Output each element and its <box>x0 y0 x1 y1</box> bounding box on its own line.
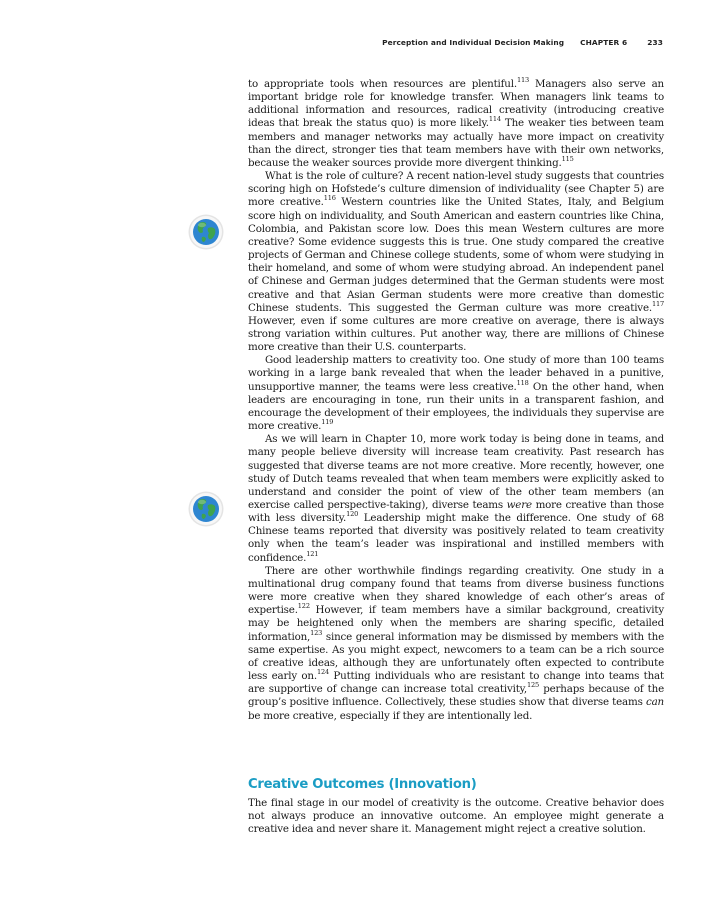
chapter-label: CHAPTER 6 <box>580 38 628 47</box>
globe-icon <box>188 214 224 250</box>
footnote-ref: 124 <box>316 668 329 677</box>
footnote-ref: 119 <box>321 418 334 427</box>
text-run: Putting individuals who are resistant to change into teams that are supportive of change can increase total creativity, <box>248 670 664 696</box>
section-heading: Creative Outcomes (Innovation) <box>248 777 477 792</box>
page-number: 233 <box>647 38 663 47</box>
section-paragraph: The final stage in our model of creativity is the outcome. Creative behavior does not always produce an innovative outcome. An employee might generate a creative idea and never share it. Management might reject a creative solution. <box>248 797 664 836</box>
text-run: perhaps because of the group’s positive influence. Collectively, these studies show that diverse teams <box>248 683 664 709</box>
chapter-title: Perception and Individual Decision Making <box>382 38 565 47</box>
italic-run: can <box>646 696 664 709</box>
footnote-ref: 114 <box>488 115 501 124</box>
text-run: Leadership might make the difference. One study of 68 Chinese teams reported that diversity was positively related to team creativity only when the team’s leader was inspirational and instilled members with confidence. <box>248 512 665 564</box>
footnote-ref: 120 <box>346 510 359 519</box>
text-run: Western countries like the United States, Italy, and Belgium score high on individuality, and South American and eastern countries like China, Colombia, and Pakistan score low. Does this mean Western cultures are more creative? Some evidence suggests this is true. One study compared the creative projects of German and Chinese college students, some of whom were studying in their homeland, and some of whom were studying abroad. An independent panel of Chinese and German judges determined that the German students were most creative and that Asian German students were more creative than domestic Chinese students. This suggested the German culture was more creative. <box>248 196 664 314</box>
footnote-ref: 118 <box>516 378 529 387</box>
text-run: since general information may be dismissed by members with the same expertise. As you might expect, newcomers to a team can be a rich source of creative ideas, although they are unfortunately often expected to contribute less early on. <box>248 630 664 683</box>
paragraph <box>248 170 664 354</box>
text-run: The weaker ties between team members and manager networks may actually have more impact on creativity than the direct, stronger ties that team members have with their own networks, because the weaker sources provide more divergent thinking. <box>248 117 664 169</box>
text-run: more creative than those with less diversity. <box>248 499 664 525</box>
text-run: What is the role of culture? A recent nation-level study suggests that countries scoring high on Hofstede’s culture dimension of individuality (see Chapter 5) are more creative. <box>248 170 664 209</box>
footnote-ref: 117 <box>651 299 664 308</box>
footnote-ref: 113 <box>516 76 530 84</box>
running-head <box>382 38 663 47</box>
italic-run: were <box>506 499 532 511</box>
paragraph <box>248 433 664 565</box>
text-run: Managers also serve an important bridge role for knowledge transfer. When managers link teams to additional information and resources, radical creativity (introducing creative ideas that break the status quo) is more likely. <box>248 78 664 130</box>
footnote-ref: 123 <box>310 628 323 637</box>
globe-icon <box>188 491 224 527</box>
text-run: be more creative, especially if they are intentionally led. <box>248 709 533 722</box>
section-body <box>248 797 664 836</box>
text-run: However, if team members have a similar background, creativity may be heightened only when the members are sharing specific, detailed information, <box>248 604 664 643</box>
text-run: There are other worthwhile findings regarding creativity. One study in a multinational drug company found that teams from diverse business functions were more creative when they shared knowledge of each other’s areas of expertise. <box>248 564 664 617</box>
paragraph <box>248 78 664 170</box>
text-run: Good leadership matters to creativity too. One study of more than 100 teams working in a large bank revealed that when the leader behaved in a punitive, unsupportive manner, the teams were less creative. <box>248 354 664 393</box>
footnote-ref: 125 <box>527 681 540 690</box>
text-run: As we will learn in Chapter 10, more work today is being done in teams, and many people believe diversity will increase team creativity. Past research has suggested that diverse teams are not more creative. More recently, however, one study of Dutch teams revealed that when team members were explicitly asked to understand and consider the point of view of the other team members (an exercise called perspective-taking), diverse teams <box>248 433 664 511</box>
text-run: to appropriate tools when resources are plentiful. <box>248 78 517 90</box>
footnote-ref: 121 <box>306 549 319 558</box>
footnote-ref: 122 <box>297 602 310 611</box>
footnote-ref: 116 <box>323 194 336 203</box>
text-run: On the other hand, when leaders are encouraging in tone, run their units in a transparent fashion, and encourage the development of their employees, the individuals they supervise are more creative. <box>248 380 664 433</box>
text-run: However, even if some cultures are more creative on average, there is always strong variation within cultures. Put another way, there are millions of Chinese more creative than their U.S. counterparts. <box>248 314 664 354</box>
paragraph <box>248 565 664 723</box>
footnote-ref: 115 <box>561 154 574 163</box>
body-text <box>248 78 664 723</box>
paragraph <box>248 354 664 433</box>
